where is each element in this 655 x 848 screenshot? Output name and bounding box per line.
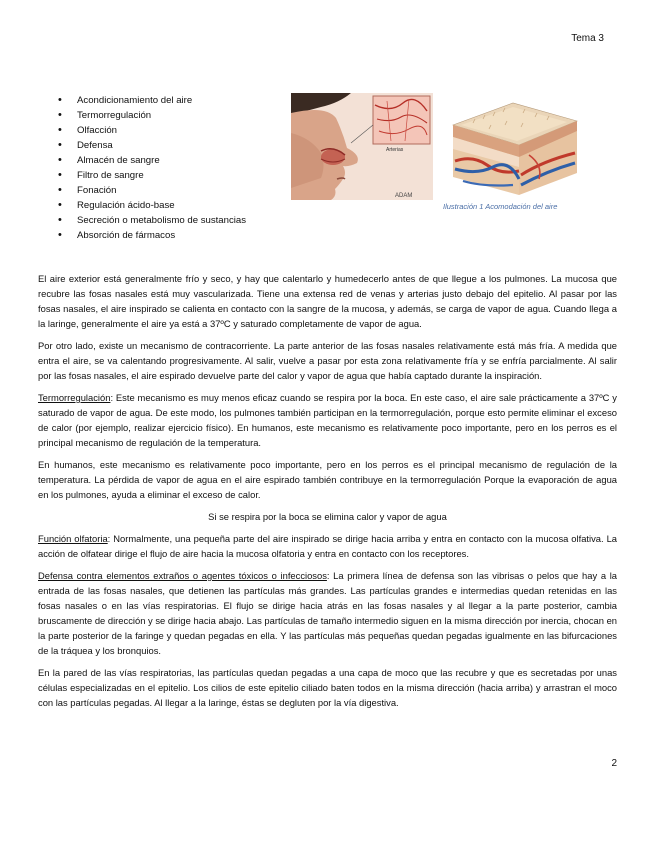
paragraph-humans-dogs: En humanos, este mecanismo es relativamente poco importante, pero en los perros es el principal mecanismo de regulación de la temperatura. La pérdida de vapor de agua en el aire espirado también contribuye en la termorregulación Porque la evaporación de agua en los pulmones, ayuda a eliminar el exceso de calor. [38, 459, 617, 500]
section-label-defense: Defensa contra elementos extraños o agentes tóxicos o infecciosos [38, 570, 327, 581]
paragraph-text: : Este mecanismo es muy menos eficaz cuando se respira por la boca. En este caso, el aire sale prácticamente a 37ºC y saturado de vapor de agua. De este modo, los pulmones también participan en la termorregulación, porque esto permite eliminar el exceso de calor (por ejemplo, realizar ejercicio físico). En humanos, este mecanismo es relativamente poco importante, pero en los perros es el principal mecanismo de regulación de la temperatura. [38, 392, 617, 448]
paragraph-countercurrent: Por otro lado, existe un mecanismo de contracorriente. La parte anterior de las fosas nasales relativamente está más fría. A medida que entra el aire, se va calentando progresivamente. Al salir, vuelve a pasar por esta zona relativamente fría y se enfría parcialmente. Al salir por las fosas nasales, el aire espirado devuelve parte del calor y vapor de agua que había captado durante la inspiración. [38, 340, 617, 381]
bullet-item: • Absorción de fármacos [58, 228, 246, 243]
figure-caption: Ilustración 1 Acomodación del aire [443, 202, 558, 211]
bullet-item: • Secreción o metabolismo de sustancias [58, 213, 246, 228]
paragraph-mucus-cilia: En la pared de las vías respiratorias, las partículas quedan pegadas a una capa de moco que las recubre y que es secretadas por unas células especializadas en el epitelio. Los cilios de este epitelio ciliado baten todos en la misma dirección (hacia arriba) y arrastran el moco con las partículas pegadas. Al llegar a la laringe, éstas se degluten por la vía digestiva. [38, 667, 617, 708]
functions-bullet-list [58, 93, 246, 243]
main-body-text [38, 271, 617, 717]
paragraph-air-conditioning: El aire exterior está generalmente frío y seco, y hay que calentarlo y humedecerlo antes de que llegue a los pulmones. La mucosa que recubre las fosas nasales está muy vascularizada. Tiene una extensa red de venas y arterias justo debajo del epitelio. Al pasar por las fosas nasales, el aire inspirado se calienta en contacto con la sangre de la mucosa, y además, se carga de vapor de agua. Cuando llega a la laringe, generalmente el aire ya está a 37ºC y saturado completamente de vapor de agua. [38, 273, 617, 329]
bullet-item: • Regulación ácido-base [58, 198, 246, 213]
paragraph-text: : La primera línea de defensa son las vibrisas o pelos que hay a la entrada de las fosas nasales, que detienen las partículas más grandes. Las partículas grandes e intermedias quedan retenidas en las fosas nasales o en las vías respiratorias. El flujo se dirige hacia atrás en las fosas nasales y al llegar a la parte posterior, cambia bruscamente de dirección y se dirige hacia abajo. Las partículas de tamaño intermedio siguen en la misma dirección por inercia, chocan en la parte posterior de la faringe y quedan pegadas en ella. Y las partículas más pequeñas quedan pegadas igualmente en las bifurcaciones de la tráquea y los bronquios. [38, 570, 617, 656]
bullet-item: • Acondicionamiento del aire [58, 93, 246, 108]
section-label-thermoregulation: Termorregulación [38, 392, 111, 403]
page-header-topic: Tema 3 [571, 33, 604, 44]
bullet-item: • Fonación [58, 183, 246, 198]
section-label-olfactory: Función olfatoria [38, 533, 108, 544]
mucosa-block-illustration [443, 95, 583, 198]
nose-arteries-illustration [291, 93, 433, 200]
page-number: 2 [611, 758, 617, 769]
bullet-item: • Filtro de sangre [58, 168, 246, 183]
paragraph-thermoregulation [38, 390, 617, 450]
adam-logo: ADAM [395, 193, 413, 199]
paragraph-defense [38, 568, 617, 658]
bullet-item: • Almacén de sangre [58, 153, 246, 168]
bullet-item: • Termorregulación [58, 108, 246, 123]
bullet-item: • Olfacción [58, 123, 246, 138]
paragraph-olfactory [38, 531, 617, 561]
centered-statement: Si se respira por la boca se elimina calor y vapor de agua [208, 511, 447, 522]
paragraph-text: : Normalmente, una pequeña parte del aire inspirado se dirige hacia arriba y entra en contacto con la mucosa olfativa. La acción de olfatear dirige el flujo de aire hacia la mucosa olfatoria y entra en contacto con los receptores. [38, 533, 617, 559]
bullet-item: • Defensa [58, 138, 246, 153]
inset-label: Arterias [386, 147, 404, 153]
